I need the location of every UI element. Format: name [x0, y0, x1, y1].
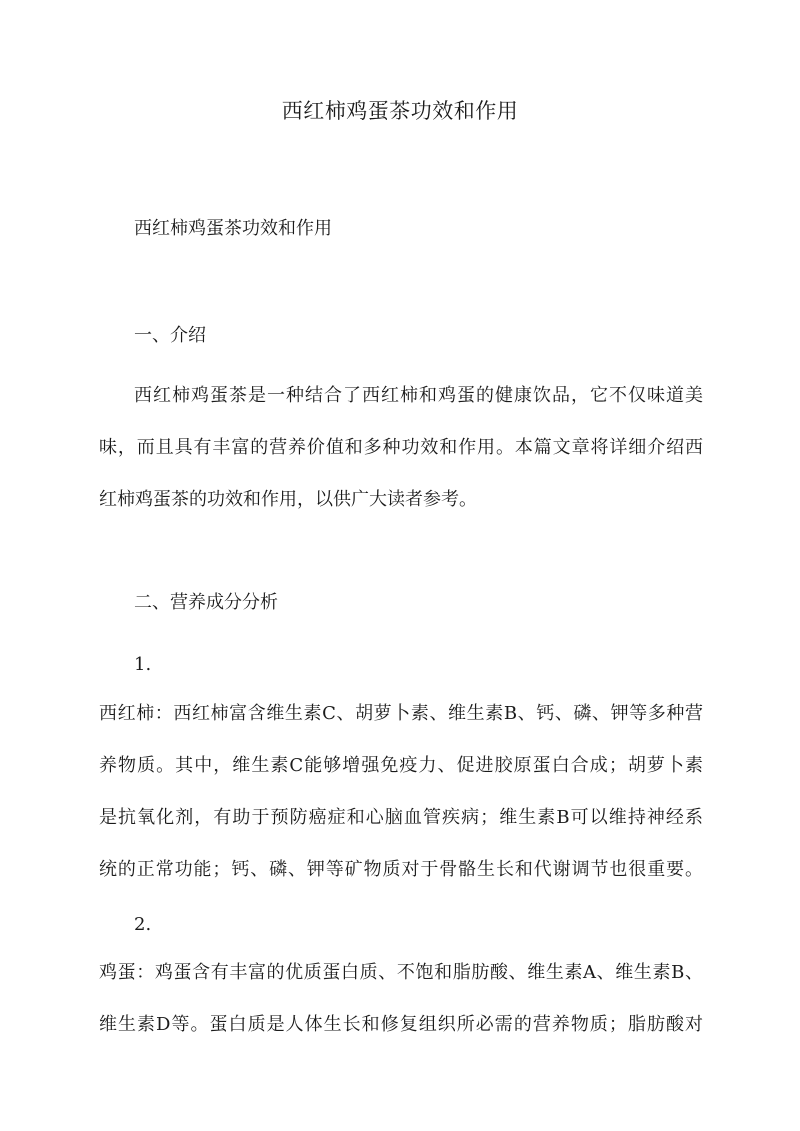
- section-heading-nutrition: 二、营养成分分析: [134, 592, 278, 613]
- paragraph-line: 红柿鸡蛋茶的功效和作用，以供广大读者参考。: [99, 489, 477, 510]
- paragraph-line: 鸡蛋：鸡蛋含有丰富的优质蛋白质、不饱和脂肪酸、维生素A、维生素B、: [99, 962, 703, 983]
- paragraph-line: 西红柿鸡蛋茶是一种结合了西红柿和鸡蛋的健康饮品，它不仅味道美: [134, 385, 703, 406]
- paragraph-line: 养物质。其中，维生素C能够增强免疫力、促进胶原蛋白合成；胡萝卜素: [99, 755, 703, 776]
- tomato-paragraph: [99, 701, 703, 909]
- list-item-number: 1.: [134, 654, 152, 675]
- document-title: 西红柿鸡蛋茶功效和作用: [281, 99, 519, 123]
- paragraph-line: 维生素D等。蛋白质是人体生长和修复组织所必需的营养物质；脂肪酸对: [99, 1014, 703, 1035]
- paragraph-line: 西红柿：西红柿富含维生素C、胡萝卜素、维生素B、钙、磷、钾等多种营: [99, 703, 703, 724]
- paragraph-line: 统的正常功能；钙、磷、钾等矿物质对于骨骼生长和代谢调节也很重要。: [99, 859, 703, 880]
- section-heading-intro: 一、介绍: [134, 325, 206, 346]
- list-item-number: 2.: [134, 914, 152, 935]
- intro-paragraph: [99, 383, 703, 539]
- paragraph-line: 味，而且具有丰富的营养价值和多种功效和作用。本篇文章将详细介绍西: [99, 437, 703, 458]
- paragraph-line: 是抗氧化剂，有助于预防癌症和心脑血管疾病；维生素B可以维持神经系: [99, 807, 703, 828]
- egg-paragraph: [99, 960, 703, 1064]
- document-subtitle: 西红柿鸡蛋茶功效和作用: [134, 218, 332, 239]
